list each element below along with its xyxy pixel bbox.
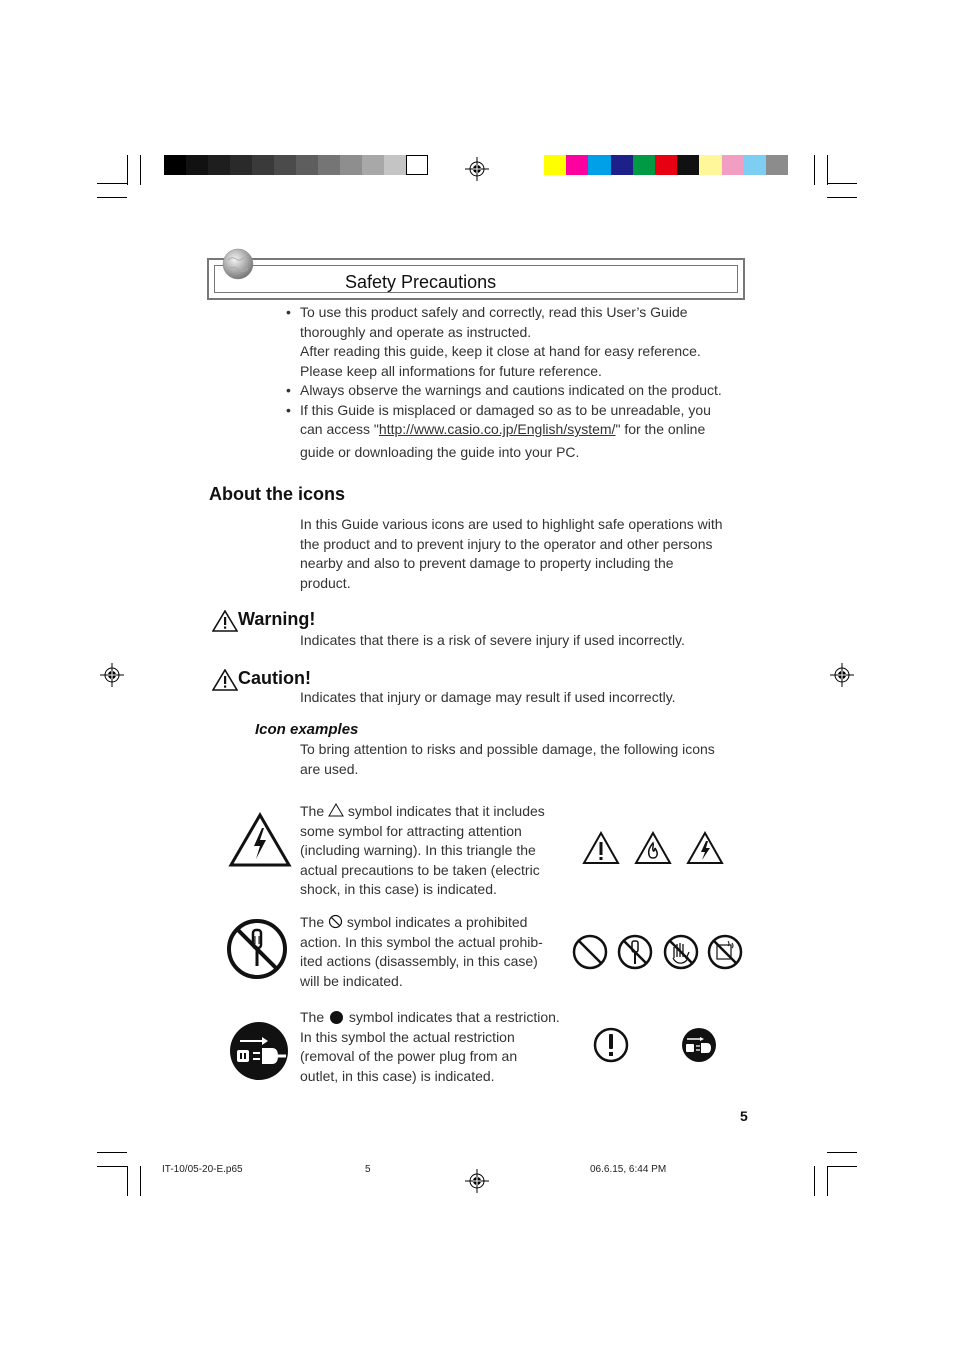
icon-examples-line: are used. [300,760,359,777]
crop-mark [827,155,828,185]
example1-line: some symbol for attracting attention [300,822,522,839]
icon-examples-heading: Icon examples [255,721,359,738]
example1-line [300,802,565,822]
example3-pre: The [300,1009,325,1025]
no-disassembly-icon [226,918,288,980]
prohibited-icon [571,933,609,971]
crop-mark [814,155,815,185]
unplug-mandatory-icon [228,1020,290,1082]
crop-mark [127,155,128,185]
crop-mark [827,197,857,198]
intro-b3-line1: • If this Guide is misplaced or damaged so as to be unreadable, you [300,401,711,418]
intro-b1-line4: Please keep all informations for future reference. [300,362,602,379]
no-wet-hands-icon [662,933,700,971]
unplug-small-icon [681,1027,717,1063]
intro-b3-line3: guide or downloading the guide into your PC. [300,443,580,460]
color-swatch [362,155,384,175]
exclamation-circle-icon [592,1026,630,1064]
example2-line: ited actions (disassembly, in this case) [300,953,538,969]
about-line: product. [300,574,351,591]
warning-triangle-icon [212,610,238,632]
caution-text: Indicates that injury or damage may result if used incorrectly. [300,689,676,705]
crop-mark [97,1152,127,1153]
crop-mark [97,197,127,198]
registration-mark-icon [100,663,124,687]
color-swatch [274,155,296,175]
color-swatch [744,155,766,175]
icon-examples-text [300,740,760,779]
no-disassembly-small-icon [616,933,654,971]
example3-line: (removal of the power plug from an [300,1048,518,1064]
prohibition-symbol-icon [328,914,343,929]
warning-heading: Warning! [238,609,316,629]
about-line: In this Guide various icons are used to highlight safe operations with [300,516,723,532]
example3-line: outlet, in this case) is indicated. [300,1067,495,1084]
color-swatch [566,155,588,175]
general-caution-icon [582,831,620,865]
crop-mark [97,183,127,184]
list-item [286,401,756,463]
about-heading: About the icons [209,484,345,504]
example1-line: (including warning). In this triangle the [300,842,536,858]
globe-icon [222,248,254,280]
list-item [286,381,756,401]
color-swatch [164,155,186,175]
color-swatch [611,155,633,175]
intro-b3-post: " for the online [615,421,706,437]
fire-warning-icon [634,831,672,865]
example3-line: In this symbol the actual restriction [300,1028,515,1045]
warning-text: Indicates that there is a risk of severe injury if used incorrectly. [300,632,685,648]
crop-mark [814,1166,815,1196]
about-text [300,515,760,593]
footer-timestamp: 06.6.15, 6:44 PM [590,1164,667,1175]
example1-line: shock, in this case) is indicated. [300,881,497,897]
triangle-symbol-icon [328,803,344,817]
color-swatch [252,155,274,175]
page-number: 5 [740,1108,748,1124]
example1-line: actual precautions to be taken (electric [300,861,540,878]
crop-mark [127,1166,128,1196]
casio-url-link[interactable]: http://www.casio.co.jp/English/system/ [378,421,616,437]
registration-mark-icon [465,1169,489,1193]
example2-line: will be indicated. [300,972,403,989]
color-swatch [340,155,362,175]
color-swatch [318,155,340,175]
intro-b3-pre: can access " [300,421,379,437]
crop-mark [827,1166,857,1167]
example3-line [300,1008,575,1028]
intro-b1-line3: After reading this guide, keep it close at hand for easy reference. [300,343,701,359]
crop-mark [140,155,141,185]
example2-line: action. In this symbol the actual prohib- [300,933,543,950]
intro-b3-line2 [300,420,756,440]
color-swatch [230,155,252,175]
intro-section [286,303,756,462]
electric-shock-small-icon [686,831,724,865]
color-swatch [766,155,788,175]
color-swatch [633,155,655,175]
intro-b1-line1: • To use this product safely and correctly, read this User’s Guide [300,304,688,320]
example3-post: symbol indicates that a restriction. [348,1009,560,1025]
example3-text [300,1008,575,1086]
example2-text [300,913,565,991]
icon-examples-line: To bring attention to risks and possible damage, the following icons [300,741,715,757]
color-swatch [544,155,566,175]
example1-text [300,802,565,900]
electric-shock-warning-icon [228,812,292,868]
intro-b2: • Always observe the warnings and cautions indicated on the product. [300,382,722,398]
example2-line [300,913,565,933]
crop-mark [140,1166,141,1196]
registration-mark-icon [830,663,854,687]
color-swatch [699,155,721,175]
color-swatch [208,155,230,175]
crop-mark [97,1166,127,1167]
crop-mark [827,1152,857,1153]
crop-mark [827,183,857,184]
caution-heading: Caution! [238,668,311,688]
list-item [286,303,756,381]
color-swatch [722,155,744,175]
color-swatch [655,155,677,175]
caution-triangle-icon [212,669,238,691]
color-swatch [406,155,428,175]
about-line: nearby and also to prevent damage to property including the [300,555,674,571]
footer-filename: IT-10/05-20-E.p65 [162,1164,243,1175]
color-swatch [677,155,699,175]
example2-pre: The [300,914,325,930]
no-water-icon [706,933,744,971]
color-swatch [186,155,208,175]
registration-mark-icon [465,157,489,181]
color-swatch [384,155,406,175]
filled-circle-symbol-icon [330,1011,343,1024]
color-swatch [296,155,318,175]
footer-page: 5 [365,1164,371,1175]
example1-pre: The [300,803,325,819]
color-swatch [588,155,610,175]
intro-b1-line2: thoroughly and operate as instructed. [300,323,532,340]
example2-post: symbol indicates a prohibited [346,914,528,930]
crop-mark [827,1166,828,1196]
example1-post: symbol indicates that it includes [347,803,545,819]
page-title: Safety Precautions [345,272,497,292]
about-line: the product and to prevent injury to the operator and other persons [300,535,713,552]
